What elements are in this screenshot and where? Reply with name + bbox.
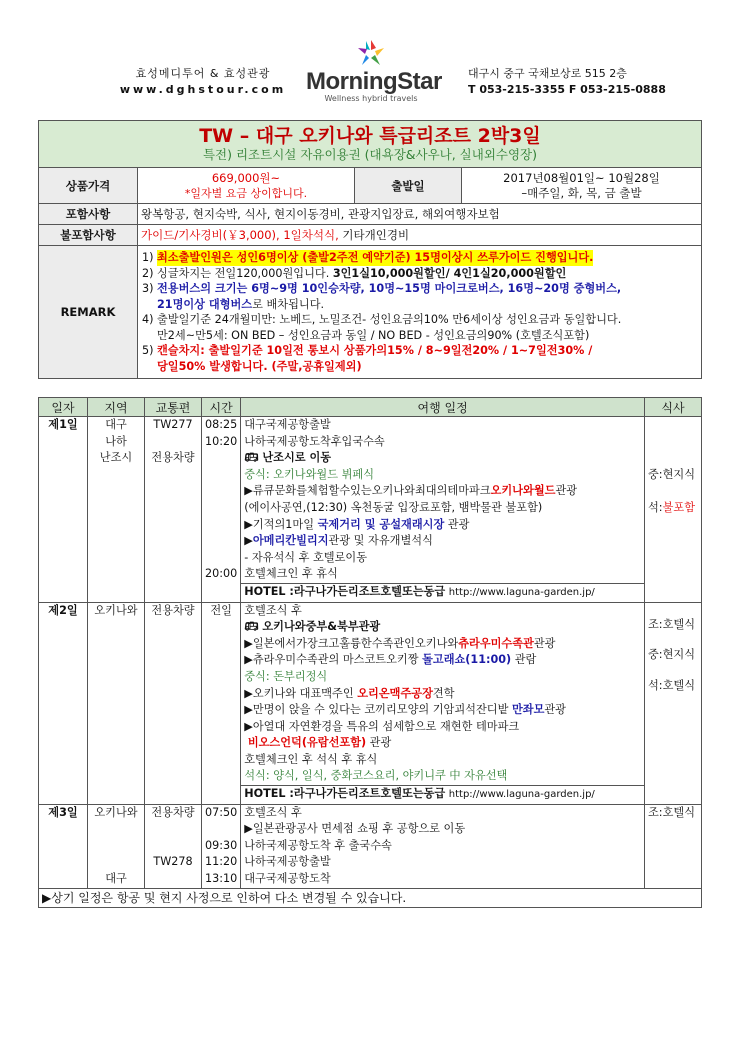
contact-info: [468, 66, 666, 98]
title-banner: [39, 121, 702, 168]
day3-region: 오키나와 대구: [88, 804, 145, 888]
day1-meals: 중:현지식 석:불포함: [645, 417, 702, 603]
excluded-label: 불포함사항: [39, 225, 138, 246]
departure-dates: 2017년08월01일~ 10월28일: [503, 170, 660, 185]
price-label: 상품가격: [39, 168, 138, 204]
day1-hotel: HOTEL :라구나가든리조트호텔또는동급 http://www.laguna-garden.jp/: [241, 583, 644, 602]
day2-label: 제2일: [39, 602, 88, 804]
price-note: *일자별 요금 상이합니다.: [184, 186, 308, 200]
day3-itinerary: 호텔조식 후 ▶일본관광공사 면세점 쇼핑 후 공항으로 이동 나하국제공항도착 후 출국수속 나하국제공항출발 대구국제공항도착: [241, 804, 645, 888]
remark-label: REMARK: [39, 246, 138, 379]
remark-item-5: 5) 캔슬차지: 출발일기준 10일전 통보시 상품가의15% / 8~9일전20% / 1~7일전30% / 당일50% 발생합니다. (주말,공휴일제외): [142, 344, 593, 373]
schedule-note: ▶상기 일정은 항공 및 현지 사정으로 인하여 다소 변경될 수 있습니다.: [39, 888, 702, 907]
day2-time: 전일: [202, 602, 241, 804]
note-row: [39, 888, 702, 907]
day2-hotel: HOTEL :라구나가든리조트호텔또는동급 http://www.laguna-garden.jp/: [241, 785, 644, 804]
day2-itinerary: 호텔조식 후 🚌︎ 오키나와중부&북부관광 ▶일본에서가장크고훌륭한수족관인오키나와츄라우미수족관관광 ▶츄라우미수족관의 마스코트오키짱 돌고래쇼(11:00) 관람 중식: 돈부리정식 ▶오키나와 대표맥주인 오리온맥주공장견학 ▶만명이 앉을 수 있다는 코끼리모양의 기암괴석잔디밭 만좌모관광 ▶아열대 자연환경을 특유의 섬세함으로 재현한 테마파크 비오스언덕(유람선포함) 관광 호텔체크인 후 석식 후 휴식 석식: 양식, 일식, 중화코스요리, 야키니쿠 中 자유선택 HOTEL :라구나가든리조트호텔또는동급 http://www.laguna-garden.jp/: [241, 602, 645, 804]
company-info: [118, 66, 288, 98]
page-header: [0, 30, 740, 103]
phone-fax: T 053-215-3355 F 053-215-0888: [468, 83, 666, 96]
price-cell: [138, 168, 355, 204]
hotel-link[interactable]: http://www.laguna-garden.jp/: [448, 789, 595, 801]
col-meal: 식사: [645, 398, 702, 417]
brand-name: MorningStar: [306, 68, 442, 95]
day1-time: 08:25 10:20 20:00: [202, 417, 241, 603]
remark-item-4: 4) 출발일기준 24개월미만: 노베드, 노밀조건- 성인요금의10% 만6세이상 성인요금과 동일합니다. 만2세~만5세: ON BED – 성인요금과 동일 / NO BED - 성인요금의90% (호텔조식포함): [142, 313, 622, 342]
brand-tagline: Wellness hybrid travels: [324, 94, 418, 103]
included-value: 왕복항공, 현지숙박, 식사, 현지이동경비, 관광지입장료, 해외여행자보험: [138, 204, 702, 225]
col-transport: 교통편: [145, 398, 202, 417]
departure-label: 출발일: [355, 168, 462, 204]
col-day: 일자: [39, 398, 88, 417]
col-region: 지역: [88, 398, 145, 417]
bus-icon: 🚌︎: [244, 620, 263, 634]
table-row: [39, 417, 702, 603]
table-row: [39, 602, 702, 804]
day2-transport: 전용차량: [145, 602, 202, 804]
day1-itinerary: 대구국제공항출발 나하국제공항도착후입국수속 🚌︎ 난조시로 이동 중식: 오키나와월드 뷔페식 ▶류큐문화를체험할수있는오키나와최대의테마파크오키나와월드관광 (에이사공연,(12:30) 옥천동굴 입장료포함, 뱀박물관 불포함) ▶기적의1마일 국제거리 및 공설재래시장 관광 ▶아메리칸빌리지관광 및 자유개별석식 - 자유석식 후 호텔로이동 호텔체크인 후 휴식 HOTEL :라구나가든리조트호텔또는동급 http://www.laguna-garden.jp/: [241, 417, 645, 603]
day3-transport: 전용차량 TW278: [145, 804, 202, 888]
day3-time: 07:50 09:30 11:20 13:10: [202, 804, 241, 888]
included-label: 포함사항: [39, 204, 138, 225]
address: 대구시 중구 국채보상로 515 2층: [468, 67, 627, 80]
company-name: 효성메디투어 & 효성관광: [135, 67, 271, 80]
remark-cell: [138, 246, 702, 379]
departure-cell: [462, 168, 702, 204]
table-row: [39, 804, 702, 888]
day2-meals: 조:호텔식 중:현지식 석:호텔식: [645, 602, 702, 804]
remark-item-3: 3) 전용버스의 크기는 6명~9명 10인승차량, 10명~15명 마이크로버스, 16명~20명 중형버스, 21명이상 대형버스로 배차됩니다.: [142, 282, 622, 311]
day1-region: 대구 나하 난조시: [88, 417, 145, 603]
day1-label: 제1일: [39, 417, 88, 603]
remark-item-1: 1) 최소출발인원은 성인6명이상 (출발2주전 예약기준) 15명이상시 쓰루가이드 진행입니다.: [142, 251, 594, 264]
day3-meals: 조:호텔식: [645, 804, 702, 888]
itinerary-table: [38, 397, 702, 908]
col-time: 시간: [202, 398, 241, 417]
excluded-rest: 기타개인경비: [338, 228, 410, 242]
price-value: 669,000원~: [211, 170, 281, 185]
product-info-table: [38, 120, 702, 379]
logo: [306, 38, 442, 103]
remark-item-2: 2) 싱글차지는 전일120,000원입니다. 3인1실10,000원할인/ 4인1실20,000원할인: [142, 266, 567, 280]
excluded-cell: [138, 225, 702, 246]
hotel-link[interactable]: http://www.laguna-garden.jp/: [448, 586, 595, 598]
day3-label: 제3일: [39, 804, 88, 888]
departure-days: –매주일, 화, 목, 금 출발: [521, 185, 642, 200]
excluded-highlight: 가이드/기사경비(￥3,000), 1일차석식,: [141, 228, 339, 242]
product-subtitle: 특전) 리조트시설 자유이용권 (대욕장&사우나, 실내외수영장): [202, 147, 538, 162]
bus-icon: 🚌︎: [244, 451, 263, 465]
day1-transport: TW277 전용차량: [145, 417, 202, 603]
company-website[interactable]: www.dghstour.com: [119, 83, 287, 96]
itinerary-header-row: [39, 398, 702, 417]
col-itinerary: 여행 일정: [241, 398, 645, 417]
product-title: TW – 대구 오키나와 특급리조트 2박3일: [199, 125, 541, 147]
pinwheel-logo-icon: [354, 38, 388, 68]
day2-region: 오키나와: [88, 602, 145, 804]
